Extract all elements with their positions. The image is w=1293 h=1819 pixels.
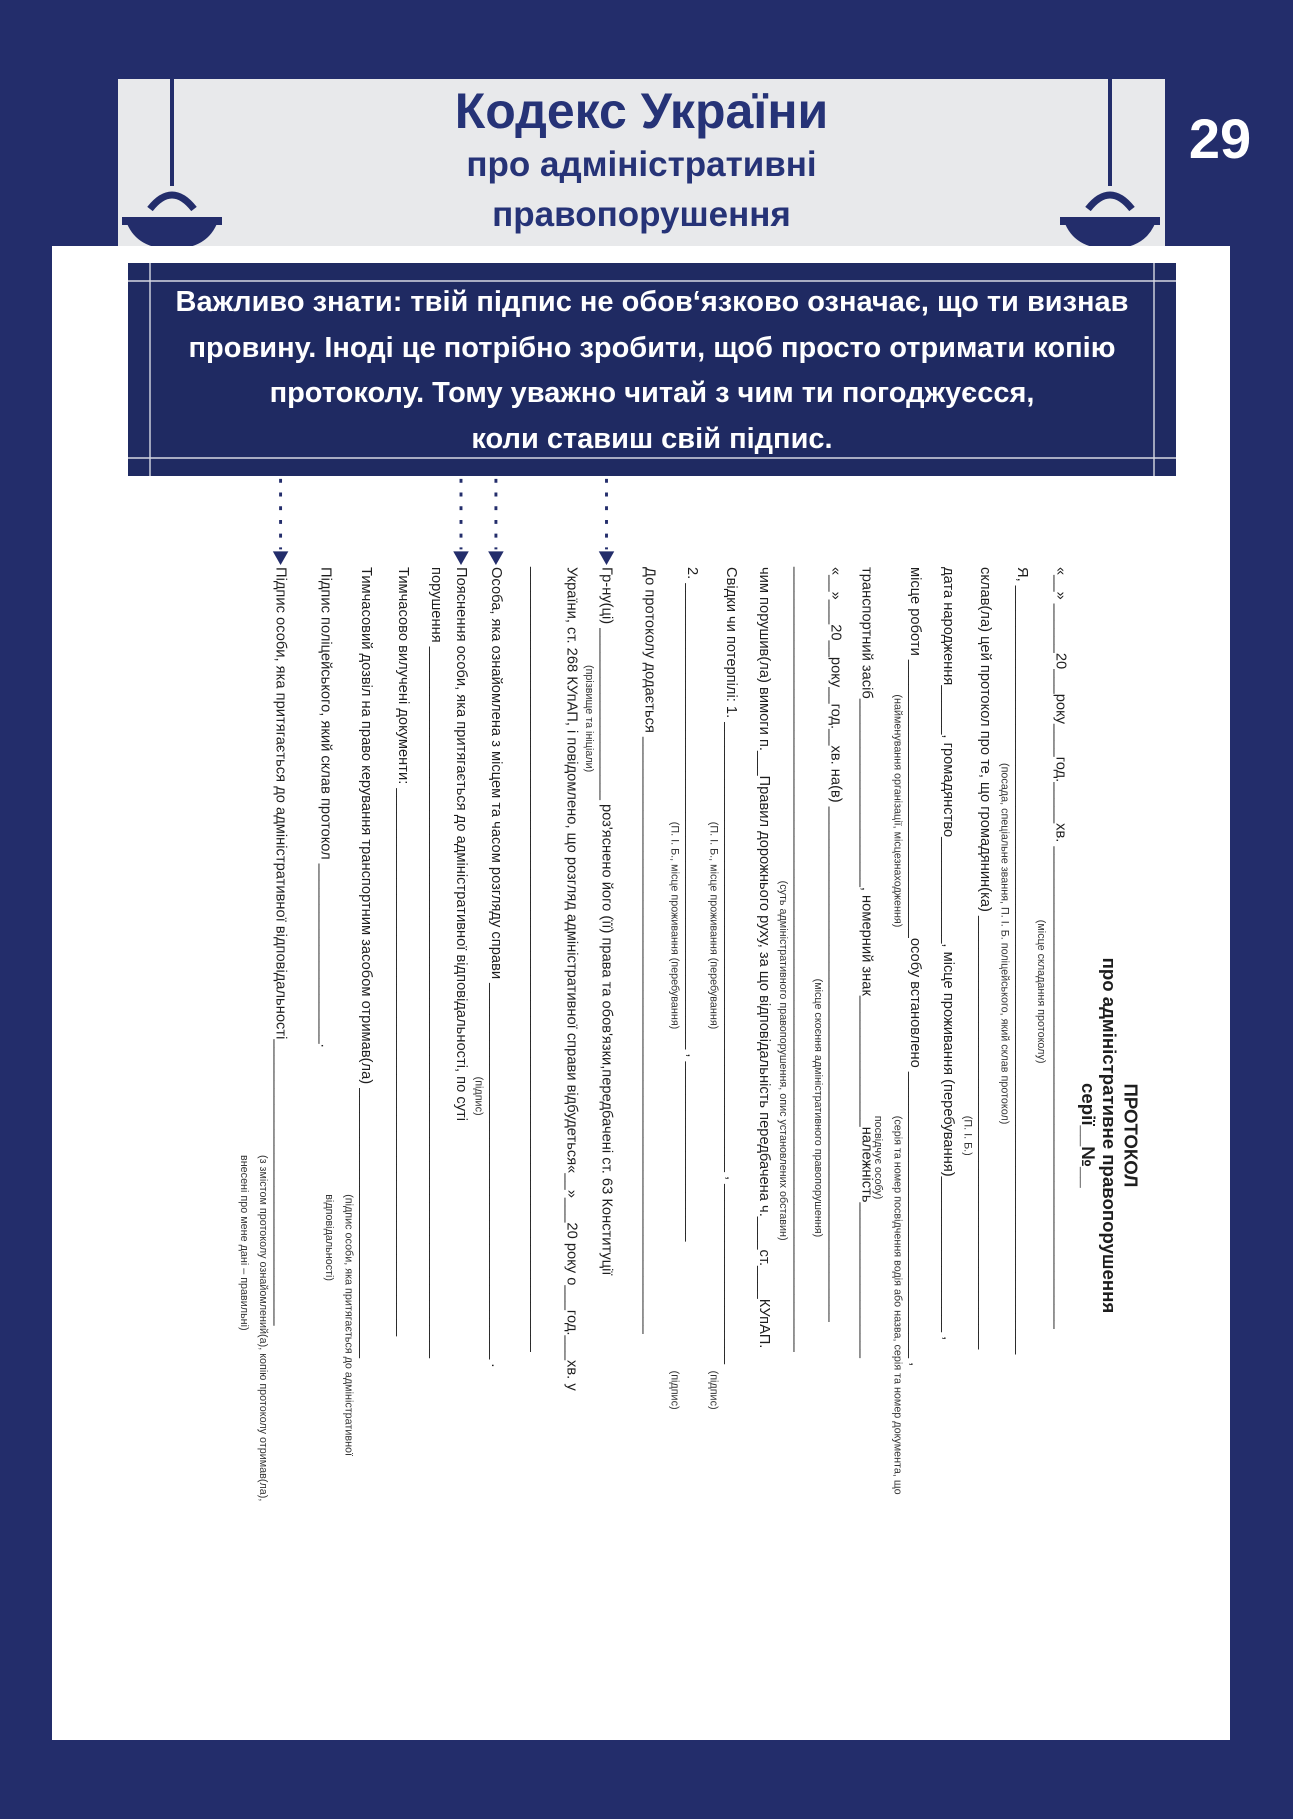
caption-permit: (підпис особи, яка притягається до адміністративної відповідальності): [323, 1194, 355, 1457]
form-title-sub: про адміністративне правопорушення: [1098, 957, 1119, 1314]
caption-offence: (суть адміністративного правопорушення, опис установлених обставин): [777, 880, 789, 1241]
caption-citizen: (П. І. Б.): [961, 1115, 974, 1156]
caption-witness1-sign: (підпис): [707, 1370, 720, 1410]
header-subtitle-line2: правопорушення: [492, 195, 791, 234]
arrow-marker-icon: [451, 479, 470, 565]
notice-line1: Важливо знати: твій підпис не обов‘язково означає, що ти визнав: [175, 286, 1129, 318]
form-line-rights: Гр-ну(ці) _____________________ роз'яснено його (її) права та обов'язки,передбачені ст. 63 Конституції: [598, 567, 616, 1276]
caption-work: (найменування організації, місцезнаходження): [891, 694, 904, 928]
header-subtitle: [118, 140, 1165, 240]
form-line-temp-permit: Тимчасовий дозвіл на право керування транспортним засобом отримав(ла) _________________________________: [358, 567, 375, 1359]
form-line-date-place: «__» ______20___рoку____год._____хв. ___________________________________________________________: [1052, 567, 1070, 1329]
caption-acquainted-sign: (підпис): [472, 1076, 485, 1116]
header-title: Кодекс України: [454, 83, 829, 139]
form-line-time-place: «__»___20__року__год.__хв. на(в) _______________________________________________________________: [827, 567, 845, 1322]
form-line-citizen: склав(ла) цей протокол про те, що громадянин(ка) _____________________________________________________: [977, 567, 994, 1350]
caption-witness1: (П. І. Б., місце проживання (перебування): [707, 821, 720, 1030]
form-title-series: серії__№__: [1076, 1083, 1098, 1188]
notice-line2: провину. Іноді це потрібно зробити, щоб просто отримати копію: [188, 331, 1116, 364]
caption-offence-place: (місце скоєння адміністративного правопорушення): [812, 978, 824, 1238]
arrow-marker-icon: [486, 479, 505, 565]
form-line-hearing: України, ст. 268 КУпАП, і повідомлено, що розгляд адміністративної справи відбудеться«__»___20 року о___год.___хв. у: [563, 567, 581, 1391]
arrow-marker-icon: [271, 479, 290, 565]
caption-id: (серія та номер посвідчення водія або назва, серія та номер документа, що посвідчує особу): [872, 1115, 904, 1495]
notice-line3: протоколу. Тому уважно читай з чим ти погоджуєсся,: [269, 377, 1035, 409]
form-line-attached: До протоколу додається _________________________________________________________________________: [641, 567, 658, 1334]
form-line-violation-essence: порушення _______________________________________________________________________________________: [428, 567, 445, 1359]
notice-text: [150, 280, 1154, 462]
form-line-seized-docs: Тимчасово вилучені документи: ___________________________________________________________________: [395, 567, 412, 1337]
protocol-form: [209, 567, 1140, 1547]
form-line-hearing-place: ________________________________________________________________________________________________: [528, 567, 546, 1352]
form-title: [1076, 890, 1140, 1380]
form-line-birth: дата народження______, громадянство_____________, місце проживання (перебування)___________________ ,: [940, 567, 957, 1341]
form-line-violation: чим порушив(ла) вимоги п.___Правил дорожнього руху, за що відповідальність передбачена ч.____ст.____КУпАП.: [755, 567, 773, 1349]
form-line-person-sign: Підпис особи, яка притягається до адміністративної відповідальності___________________________________: [272, 567, 290, 1326]
form-title-main: ПРОТОКОЛ: [1119, 1083, 1140, 1188]
form-line-officer: Я, ______________________________________________________________________________________________: [1013, 567, 1031, 1355]
caption-person-sign: (з змістом протоколу ознайомлений(а), копію протоколу отримав(ла), внесені про мене дані – правильні): [237, 1155, 269, 1502]
form-line-officer-sign: Підпис поліцейського, який склав протокол ______________________.: [317, 567, 334, 1048]
header-subtitle-line1: про адміністративні: [466, 145, 817, 184]
page-number: 29: [1188, 107, 1252, 170]
form-line-work: місце роботи __________________________________особу встановлено ___________________________________ ,: [907, 567, 924, 1367]
arrow-marker-icon: [597, 479, 616, 565]
caption-witness2-sign: (підпис): [668, 1370, 681, 1410]
notice-line4: коли ставиш свій підпис.: [471, 422, 833, 455]
caption-witness2: (П. І. Б., місце проживання (перебування): [668, 821, 681, 1030]
form-line-explanation: Пояснення особи, яка притягається до адміністративної відповідальності, по суті: [453, 567, 470, 1122]
form-line-witness1: Свідки чи потерпілі: 1. _______________________________________________________ , ______________________: [722, 567, 740, 1365]
form-line-vehicle: транспортний засіб_______________________, номерний знак________________належність___________________: [858, 567, 876, 1358]
caption-place: (місце складання протоколу): [1035, 919, 1047, 1064]
caption-officer: (посада, спеціальне звання, П. І. Б. поліцейського, який склав протокол): [998, 763, 1011, 1125]
caption-name: (прізвище та ініціали): [583, 665, 595, 773]
form-line-witness2: 2. _________________________________________________________ , ______________________: [684, 567, 701, 1242]
form-line-offence: ________________________________________________________________________________________________: [792, 567, 810, 1352]
form-line-acquainted: Особа, яка ознайомлена з місцем та часом розгляду справи ______________________________________________ .: [488, 567, 505, 1368]
